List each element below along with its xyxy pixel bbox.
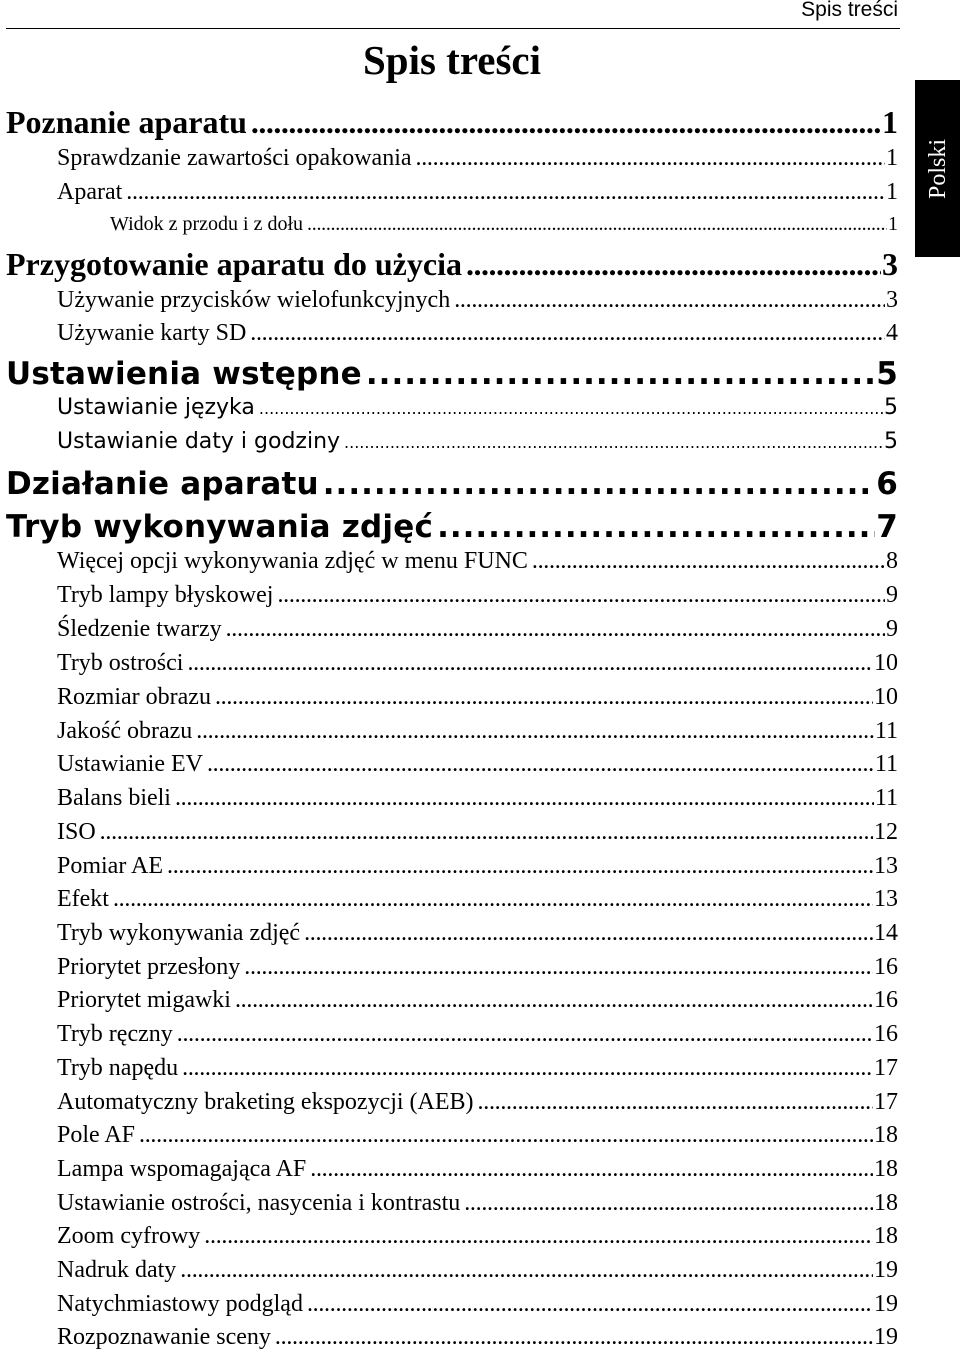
- page-title: Spis treści: [362, 37, 542, 83]
- toc-entry[interactable]: [6, 356, 898, 392]
- toc-entry[interactable]: [57, 749, 898, 779]
- toc-entry-title: Rozpoznawanie sceny: [57, 1324, 271, 1350]
- toc-entry-title: Balans bieli: [57, 785, 171, 811]
- toc-entry-page: 11: [874, 718, 898, 744]
- toc-entry-page: 18: [874, 1223, 898, 1249]
- toc-entry-title: Używanie przycisków wielofunkcyjnych: [57, 287, 451, 313]
- toc-dot-leader: [259, 394, 883, 423]
- toc-entry-title: Automatyczny braketing ekspozycji (AEB): [57, 1089, 474, 1115]
- toc-entry-page: 8: [886, 548, 898, 574]
- toc-entry-page: 18: [874, 1190, 898, 1216]
- toc-dot-leader: [307, 211, 887, 237]
- toc-entry[interactable]: [57, 1188, 898, 1218]
- toc-entry[interactable]: [6, 246, 898, 282]
- toc-entry-title: Priorytet migawki: [57, 987, 231, 1013]
- toc-entry[interactable]: [57, 884, 898, 914]
- toc-entry-page: 3: [886, 287, 898, 313]
- toc-dot-leader: [464, 1188, 873, 1218]
- toc-entry-page: 11: [874, 751, 898, 777]
- toc-entry-page: 13: [874, 853, 898, 879]
- toc-entry-title: Natychmiastowy podgląd: [57, 1291, 303, 1317]
- toc-entry-page: 16: [874, 1021, 898, 1047]
- toc-entry-page: 19: [874, 1257, 898, 1283]
- toc-entry[interactable]: [57, 580, 898, 610]
- toc-entry-title: Ustawianie daty i godziny: [57, 429, 341, 454]
- toc-dot-leader: [187, 648, 873, 678]
- toc-entry-title: Więcej opcji wykonywania zdjęć w menu FUNC: [57, 548, 528, 574]
- header-rule: [6, 28, 900, 29]
- toc-dot-leader: [437, 509, 875, 545]
- toc-dot-leader: [251, 104, 881, 140]
- toc-entry[interactable]: [57, 1154, 898, 1184]
- toc-entry-title: Lampa wspomagająca AF: [57, 1156, 307, 1182]
- toc-entry-page: 9: [886, 582, 898, 608]
- toc-dot-leader: [478, 1087, 873, 1117]
- toc-entry[interactable]: [57, 1120, 898, 1150]
- toc-entry-page: 5: [884, 395, 898, 420]
- toc-entry-page: 18: [874, 1156, 898, 1182]
- toc-entry-page: 10: [874, 650, 898, 676]
- toc-dot-leader: [244, 952, 873, 982]
- toc-entry-title: Zoom cyfrowy: [57, 1223, 201, 1249]
- toc-entry[interactable]: [57, 851, 898, 881]
- toc-dot-leader: [275, 1322, 873, 1352]
- toc-dot-leader: [215, 682, 873, 712]
- toc-entry[interactable]: [57, 614, 898, 644]
- toc-entry-page: 4: [886, 320, 898, 346]
- toc-entry-page: 12: [874, 819, 898, 845]
- toc-entry-page: 10: [874, 684, 898, 710]
- toc-entry-title: Jakość obrazu: [57, 718, 193, 744]
- toc-entry[interactable]: [57, 985, 898, 1015]
- toc-entry[interactable]: [57, 1087, 898, 1117]
- toc-dot-leader: [416, 143, 885, 173]
- toc-entry-title: Tryb wykonywania zdjęć: [57, 920, 301, 946]
- toc-entry[interactable]: [57, 1019, 898, 1049]
- toc-entry-page: 5: [884, 429, 898, 454]
- toc-entry[interactable]: [57, 716, 898, 746]
- toc-entry-title: Poznanie aparatu: [6, 104, 247, 140]
- toc-entry[interactable]: [57, 648, 898, 678]
- toc-dot-leader: [532, 546, 885, 576]
- toc-entry[interactable]: [57, 1053, 898, 1083]
- toc-entry-page: 19: [874, 1291, 898, 1317]
- toc-entry-title: Sprawdzanie zawartości opakowania: [57, 145, 412, 171]
- toc-entry-page: 6: [876, 466, 898, 502]
- toc-entry-page: 1: [886, 179, 898, 205]
- toc-entry-page: 17: [874, 1055, 898, 1081]
- toc-dot-leader: [344, 428, 883, 457]
- toc-dot-leader: [250, 318, 885, 348]
- toc-dot-leader: [226, 614, 885, 644]
- toc-entry[interactable]: [57, 177, 898, 207]
- toc-entry[interactable]: [57, 1255, 898, 1285]
- toc-entry-page: 1: [882, 104, 898, 140]
- toc-dot-leader: [307, 1289, 873, 1319]
- toc-dot-leader: [304, 918, 873, 948]
- toc-entry-title: Tryb ostrości: [57, 650, 184, 676]
- toc-dot-leader: [175, 783, 874, 813]
- toc-entry-page: 11: [874, 785, 898, 811]
- toc-entry-page: 9: [886, 616, 898, 642]
- toc-entry[interactable]: [57, 318, 898, 348]
- toc-entry[interactable]: [57, 817, 898, 847]
- toc-dot-leader: [100, 817, 873, 847]
- toc-entry-page: 14: [874, 920, 898, 946]
- toc-entry[interactable]: [57, 143, 898, 173]
- toc-entry-page: 16: [874, 954, 898, 980]
- toc-entry[interactable]: [57, 285, 898, 315]
- toc-entry-title: Przygotowanie aparatu do użycia: [6, 246, 462, 282]
- toc-dot-leader: [323, 466, 875, 502]
- toc-entry-title: Śledzenie twarzy: [57, 616, 222, 642]
- toc-dot-leader: [366, 356, 875, 392]
- toc-entry[interactable]: [6, 104, 898, 140]
- toc-entry[interactable]: [6, 466, 898, 502]
- toc-entry-title: Aparat: [57, 179, 123, 205]
- toc-dot-leader: [454, 285, 885, 315]
- toc-entry-title: Ustawienia wstępne: [6, 356, 362, 392]
- toc-entry-page: 16: [874, 987, 898, 1013]
- toc-entry-page: 1: [886, 145, 898, 171]
- toc-entry-title: Nadruk daty: [57, 1257, 177, 1283]
- toc-entry-page: 17: [874, 1089, 898, 1115]
- toc-dot-leader: [310, 1154, 873, 1184]
- toc-entry[interactable]: [57, 918, 898, 948]
- toc-dot-leader: [139, 1120, 873, 1150]
- toc-dot-leader: [167, 851, 873, 881]
- toc-entry[interactable]: [57, 546, 898, 576]
- toc-entry-page: 7: [876, 509, 898, 545]
- toc-entry-title: Tryb ręczny: [57, 1021, 173, 1047]
- toc-entry-title: Tryb wykonywania zdjęć: [6, 509, 434, 545]
- toc-entry-page: 13: [874, 886, 898, 912]
- toc-entry-title: Tryb napędu: [57, 1055, 179, 1081]
- toc-entry[interactable]: [57, 393, 898, 423]
- toc-dot-leader: [277, 580, 885, 610]
- toc-dot-leader: [180, 1255, 873, 1285]
- toc-entry[interactable]: [57, 1322, 898, 1352]
- toc-entry-title: Używanie karty SD: [57, 320, 247, 346]
- toc-entry-title: Efekt: [57, 886, 109, 912]
- toc-entry-title: Priorytet przesłony: [57, 954, 241, 980]
- toc-entry-title: ISO: [57, 819, 96, 845]
- toc-dot-leader: [113, 884, 873, 914]
- toc-dot-leader: [177, 1019, 873, 1049]
- toc-dot-leader: [204, 1221, 873, 1251]
- toc-entry-title: Ustawianie języka: [57, 395, 255, 420]
- toc-entry-page: 3: [882, 246, 898, 282]
- toc-entry-title: Rozmiar obrazu: [57, 684, 211, 710]
- toc-entry-title: Ustawianie EV: [57, 751, 203, 777]
- language-tab-label: Polski: [924, 138, 951, 199]
- toc-dot-leader: [182, 1053, 873, 1083]
- toc-entry[interactable]: [57, 1221, 898, 1251]
- toc-dot-leader: [466, 246, 881, 282]
- toc-entry-page: 5: [876, 356, 898, 392]
- toc-entry[interactable]: [57, 427, 898, 457]
- toc-entry[interactable]: [110, 211, 898, 237]
- toc-entry[interactable]: [57, 682, 898, 712]
- toc-entry[interactable]: [57, 952, 898, 982]
- toc-dot-leader: [235, 985, 873, 1015]
- running-header: Spis treści: [801, 0, 898, 21]
- toc-entry-page: 18: [874, 1122, 898, 1148]
- toc-entry-page: 1: [888, 213, 898, 235]
- toc-entry-title: Tryb lampy błyskowej: [57, 582, 274, 608]
- toc-entry[interactable]: [57, 1289, 898, 1319]
- toc-dot-leader: [126, 177, 885, 207]
- toc-dot-leader: [196, 716, 874, 746]
- toc-entry-title: Ustawianie ostrości, nasycenia i kontrastu: [57, 1190, 461, 1216]
- language-tab: [915, 80, 960, 257]
- toc-entry[interactable]: [6, 509, 898, 545]
- toc-dot-leader: [207, 749, 874, 779]
- toc-entry-title: Widok z przodu i z dołu: [110, 213, 304, 235]
- toc-entry-title: Pole AF: [57, 1122, 136, 1148]
- toc-entry[interactable]: [57, 783, 898, 813]
- toc-entry-title: Działanie aparatu: [6, 466, 319, 502]
- toc-entry-title: Pomiar AE: [57, 853, 163, 879]
- toc-entry-page: 19: [874, 1324, 898, 1350]
